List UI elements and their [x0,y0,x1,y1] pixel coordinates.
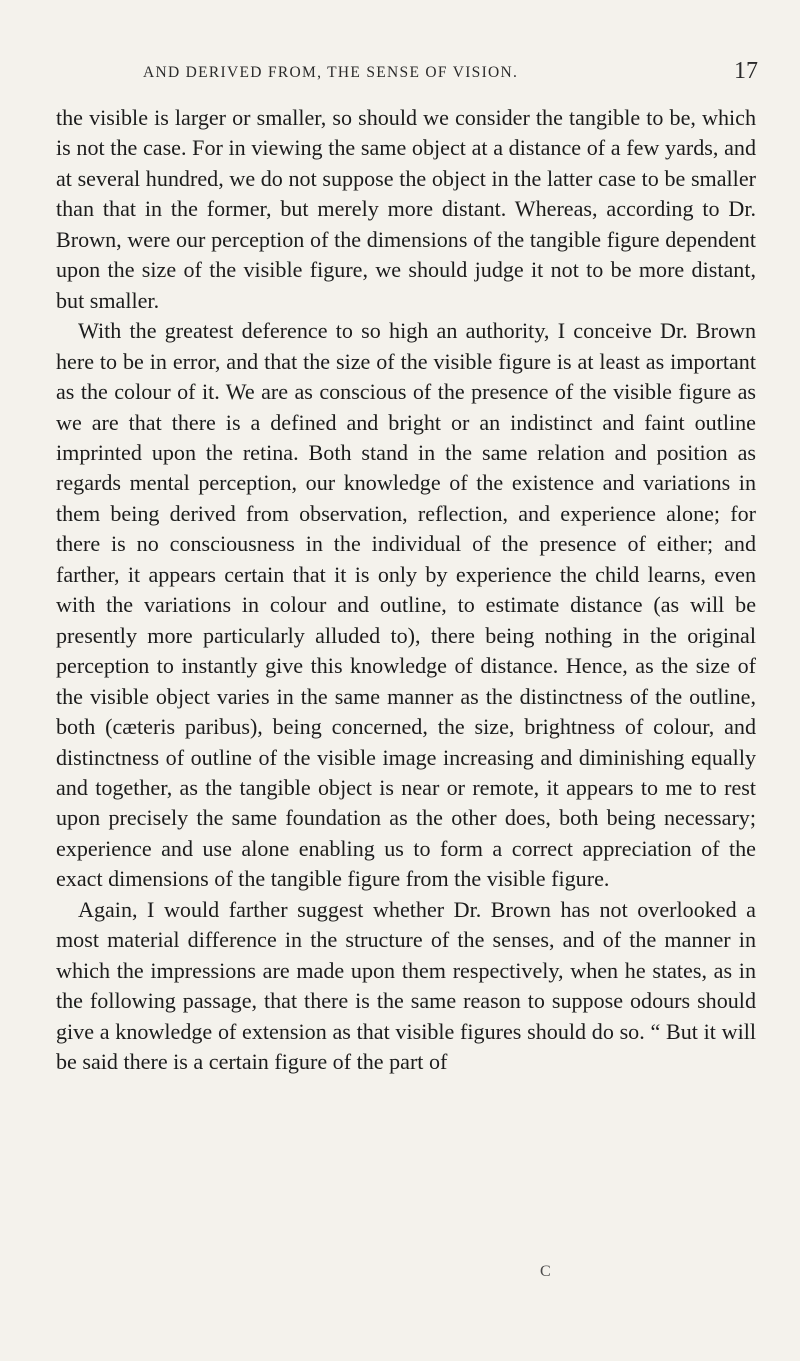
paragraph-1: the visible is larger or smaller, so should we consider the tangible to be, which is not the case. For in viewing the same object at a distance of a few yards, and at several hundred, we do not suppose the object in the latter case to be smaller than that in the former, but merely more distant. Whereas, according to Dr. Brown, were our perception of the dimensions of the tangible figure dependent upon the size of the visible figure, we should judge it not to be more distant, but smaller. [56,105,756,313]
body-text [56,103,756,1078]
signature-mark: C [540,1263,551,1280]
running-head [143,58,760,90]
paragraph-2: With the greatest deference to so high an authority, I conceive Dr. Brown here to be in error, and that the size of the visible figure is at least as important as the colour of it. We are as conscious of the presence of the visible figure as we are that there is a defined and bright or an indistinct and faint outline imprinted upon the retina. Both stand in the same relation and position as regards mental perception, our knowledge of the existence and variations in them being derived from observation, reflection, and experience alone; for there is no consciousness in the individual of the presence of either; and farther, it appears certain that it is only by experience the child learns, even with the variations in colour and outline, to estimate distance (as will be presently more particularly alluded to), there being nothing in the original perception to instantly give this knowledge of distance. Hence, as the size of the visible object varies in the same manner as the distinctness of the outline, both (cæteris paribus), being concerned, the size, brightness of colour, and distinctness of outline of the visible image increasing and diminishing equally and together, as the tangible object is near or remote, it appears to me to rest upon precisely the same foundation as the other does, both being necessary; experience and use alone enabling us to form a correct appreciation of the exact dimensions of the tangible figure from the visible figure. [56,318,756,892]
running-title: AND DERIVED FROM, THE SENSE OF VISION. [143,64,519,81]
paragraph-3: Again, I would farther suggest whether Dr. Brown has not overlooked a most material difference in the structure of the senses, and of the manner in which the impressions are made upon them respectively, when he states, as in the following passage, that there is the same reason to suppose odours should give a knowledge of extension as that visible figures should do so. “ But it will be said there is a certain figure of the part of [56,896,756,1075]
page-number: 17 [734,58,758,84]
